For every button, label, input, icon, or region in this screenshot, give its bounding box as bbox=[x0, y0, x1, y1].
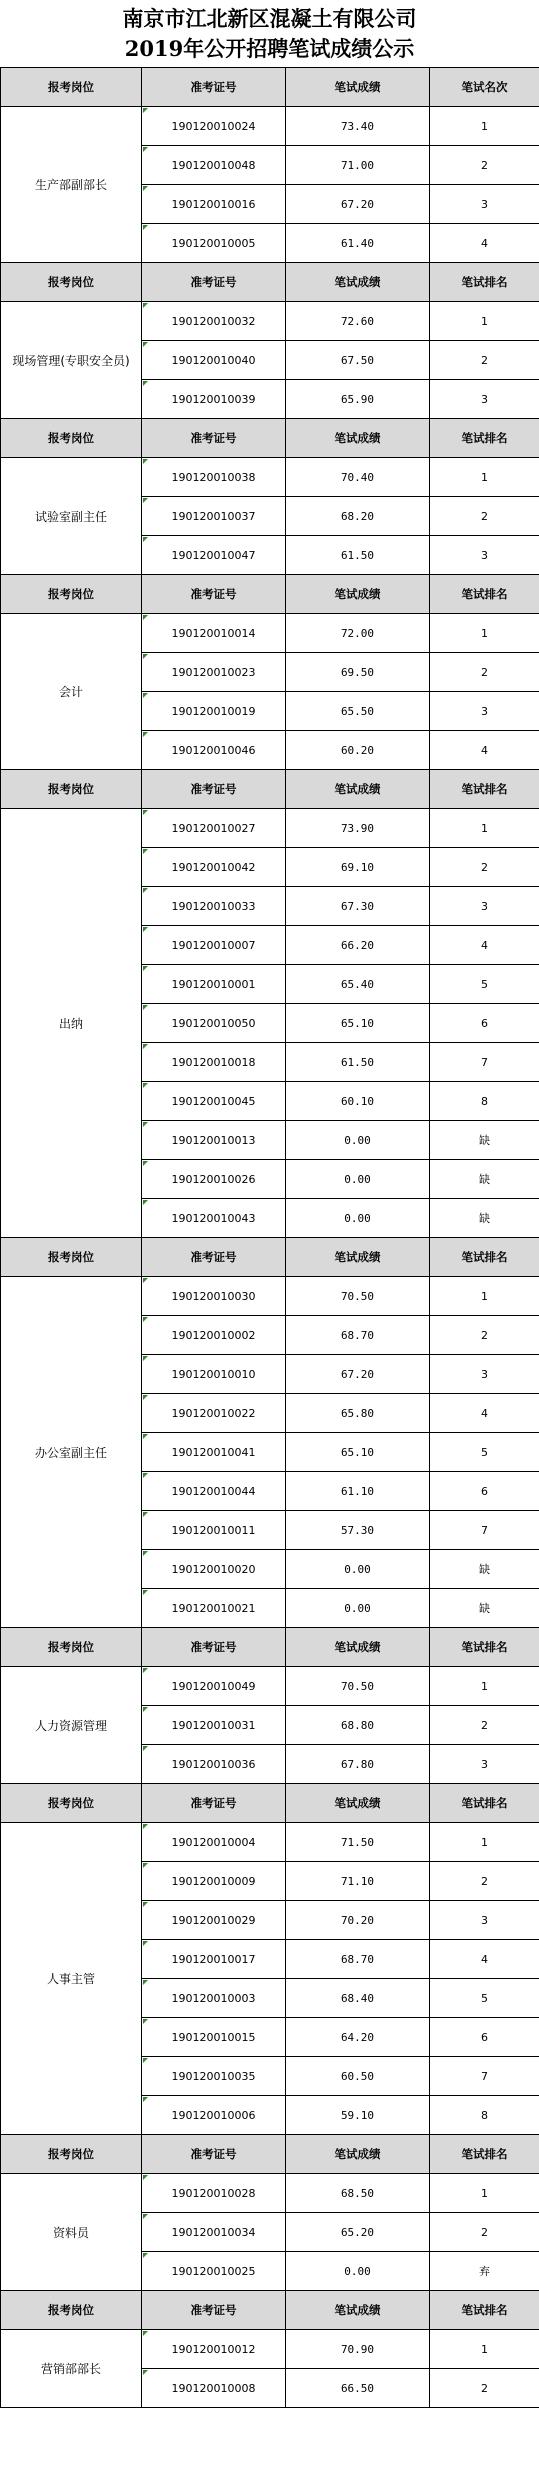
title-line-1: 南京市江北新区混凝土有限公司 bbox=[122, 6, 417, 31]
header-score: 笔试成绩 bbox=[286, 1784, 430, 1823]
table-row bbox=[1, 1667, 539, 1706]
ticket-number-cell: 190120010005 bbox=[142, 224, 286, 263]
rank-cell: 1 bbox=[430, 614, 539, 653]
rank-cell: 4 bbox=[430, 1394, 539, 1433]
ticket-number-cell: 190120010022 bbox=[142, 1394, 286, 1433]
rank-cell: 7 bbox=[430, 1511, 539, 1550]
header-rank: 笔试排名 bbox=[430, 2291, 539, 2330]
rank-cell: 2 bbox=[430, 848, 539, 887]
score-cell: 71.50 bbox=[286, 1823, 430, 1862]
header-row bbox=[1, 263, 539, 302]
ticket-number-cell: 190120010028 bbox=[142, 2174, 286, 2213]
header-rank: 笔试排名 bbox=[430, 770, 539, 809]
ticket-number-cell: 190120010007 bbox=[142, 926, 286, 965]
ticket-number-cell: 190120010040 bbox=[142, 341, 286, 380]
position-cell: 出纳 bbox=[1, 809, 142, 1238]
rank-cell: 2 bbox=[430, 341, 539, 380]
rank-cell: 1 bbox=[430, 2174, 539, 2213]
header-row bbox=[1, 1784, 539, 1823]
ticket-number-cell: 190120010046 bbox=[142, 731, 286, 770]
score-cell: 65.10 bbox=[286, 1004, 430, 1043]
header-rank: 笔试排名 bbox=[430, 575, 539, 614]
table-row bbox=[1, 614, 539, 653]
ticket-number-cell: 190120010018 bbox=[142, 1043, 286, 1082]
header-score: 笔试成绩 bbox=[286, 419, 430, 458]
table-row bbox=[1, 2174, 539, 2213]
score-cell: 64.20 bbox=[286, 2018, 430, 2057]
rank-cell: 2 bbox=[430, 2369, 539, 2408]
rank-cell: 缺 bbox=[430, 1199, 539, 1238]
header-position: 报考岗位 bbox=[1, 1238, 142, 1277]
header-rank: 笔试排名 bbox=[430, 419, 539, 458]
header-row bbox=[1, 770, 539, 809]
rank-cell: 5 bbox=[430, 1979, 539, 2018]
ticket-number-cell: 190120010009 bbox=[142, 1862, 286, 1901]
header-row bbox=[1, 2135, 539, 2174]
score-cell: 72.60 bbox=[286, 302, 430, 341]
header-score: 笔试成绩 bbox=[286, 68, 430, 107]
ticket-number-cell: 190120010019 bbox=[142, 692, 286, 731]
ticket-number-cell: 190120010026 bbox=[142, 1160, 286, 1199]
rank-cell: 3 bbox=[430, 185, 539, 224]
ticket-number-cell: 190120010012 bbox=[142, 2330, 286, 2369]
ticket-number-cell: 190120010008 bbox=[142, 2369, 286, 2408]
header-row bbox=[1, 1628, 539, 1667]
score-cell: 68.70 bbox=[286, 1316, 430, 1355]
score-cell: 70.50 bbox=[286, 1277, 430, 1316]
rank-cell: 3 bbox=[430, 536, 539, 575]
header-score: 笔试成绩 bbox=[286, 575, 430, 614]
ticket-number-cell: 190120010003 bbox=[142, 1979, 286, 2018]
table-row bbox=[1, 107, 539, 146]
table-row bbox=[1, 2330, 539, 2369]
ticket-number-cell: 190120010021 bbox=[142, 1589, 286, 1628]
ticket-number-cell: 190120010029 bbox=[142, 1901, 286, 1940]
ticket-number-cell: 190120010030 bbox=[142, 1277, 286, 1316]
ticket-number-cell: 190120010015 bbox=[142, 2018, 286, 2057]
header-position: 报考岗位 bbox=[1, 2135, 142, 2174]
ticket-number-cell: 190120010036 bbox=[142, 1745, 286, 1784]
position-cell: 现场管理(专职安全员) bbox=[1, 302, 142, 419]
header-row bbox=[1, 68, 539, 107]
score-cell: 69.50 bbox=[286, 653, 430, 692]
ticket-number-cell: 190120010025 bbox=[142, 2252, 286, 2291]
rank-cell: 2 bbox=[430, 2213, 539, 2252]
score-cell: 0.00 bbox=[286, 1550, 430, 1589]
header-ticket-number: 准考证号 bbox=[142, 2291, 286, 2330]
rank-cell: 6 bbox=[430, 1472, 539, 1511]
ticket-number-cell: 190120010023 bbox=[142, 653, 286, 692]
ticket-number-cell: 190120010020 bbox=[142, 1550, 286, 1589]
score-cell: 67.20 bbox=[286, 185, 430, 224]
position-cell: 生产部副部长 bbox=[1, 107, 142, 263]
header-rank: 笔试排名 bbox=[430, 263, 539, 302]
score-cell: 60.50 bbox=[286, 2057, 430, 2096]
position-cell: 资料员 bbox=[1, 2174, 142, 2291]
header-score: 笔试成绩 bbox=[286, 2135, 430, 2174]
ticket-number-cell: 190120010045 bbox=[142, 1082, 286, 1121]
header-position: 报考岗位 bbox=[1, 1628, 142, 1667]
rank-cell: 4 bbox=[430, 926, 539, 965]
ticket-number-cell: 190120010006 bbox=[142, 2096, 286, 2135]
score-cell: 70.20 bbox=[286, 1901, 430, 1940]
rank-cell: 4 bbox=[430, 224, 539, 263]
rank-cell: 3 bbox=[430, 1901, 539, 1940]
rank-cell: 1 bbox=[430, 1823, 539, 1862]
ticket-number-cell: 190120010034 bbox=[142, 2213, 286, 2252]
ticket-number-cell: 190120010014 bbox=[142, 614, 286, 653]
score-cell: 67.80 bbox=[286, 1745, 430, 1784]
score-cell: 65.40 bbox=[286, 965, 430, 1004]
header-score: 笔试成绩 bbox=[286, 1628, 430, 1667]
score-cell: 68.40 bbox=[286, 1979, 430, 2018]
score-cell: 61.50 bbox=[286, 536, 430, 575]
score-cell: 69.10 bbox=[286, 848, 430, 887]
rank-cell: 5 bbox=[430, 1433, 539, 1472]
score-cell: 0.00 bbox=[286, 1199, 430, 1238]
rank-cell: 6 bbox=[430, 2018, 539, 2057]
score-cell: 65.90 bbox=[286, 380, 430, 419]
score-cell: 73.90 bbox=[286, 809, 430, 848]
rank-cell: 缺 bbox=[430, 1160, 539, 1199]
rank-cell: 1 bbox=[430, 809, 539, 848]
header-position: 报考岗位 bbox=[1, 1784, 142, 1823]
ticket-number-cell: 190120010011 bbox=[142, 1511, 286, 1550]
header-rank: 笔试名次 bbox=[430, 68, 539, 107]
results-table-body bbox=[1, 68, 539, 2408]
rank-cell: 2 bbox=[430, 497, 539, 536]
score-cell: 65.10 bbox=[286, 1433, 430, 1472]
rank-cell: 1 bbox=[430, 458, 539, 497]
ticket-number-cell: 190120010037 bbox=[142, 497, 286, 536]
table-row bbox=[1, 1277, 539, 1316]
score-cell: 60.10 bbox=[286, 1082, 430, 1121]
ticket-number-cell: 190120010031 bbox=[142, 1706, 286, 1745]
header-score: 笔试成绩 bbox=[286, 263, 430, 302]
header-ticket-number: 准考证号 bbox=[142, 68, 286, 107]
score-cell: 60.20 bbox=[286, 731, 430, 770]
ticket-number-cell: 190120010050 bbox=[142, 1004, 286, 1043]
header-position: 报考岗位 bbox=[1, 263, 142, 302]
score-cell: 0.00 bbox=[286, 2252, 430, 2291]
score-cell: 57.30 bbox=[286, 1511, 430, 1550]
ticket-number-cell: 190120010033 bbox=[142, 887, 286, 926]
position-cell: 办公室副主任 bbox=[1, 1277, 142, 1628]
score-cell: 0.00 bbox=[286, 1589, 430, 1628]
header-row bbox=[1, 2291, 539, 2330]
header-score: 笔试成绩 bbox=[286, 2291, 430, 2330]
header-position: 报考岗位 bbox=[1, 68, 142, 107]
header-row bbox=[1, 575, 539, 614]
score-cell: 0.00 bbox=[286, 1160, 430, 1199]
header-ticket-number: 准考证号 bbox=[142, 1784, 286, 1823]
rank-cell: 1 bbox=[430, 107, 539, 146]
header-position: 报考岗位 bbox=[1, 419, 142, 458]
position-cell: 人事主管 bbox=[1, 1823, 142, 2135]
header-ticket-number: 准考证号 bbox=[142, 1238, 286, 1277]
header-ticket-number: 准考证号 bbox=[142, 575, 286, 614]
score-cell: 59.10 bbox=[286, 2096, 430, 2135]
rank-cell: 2 bbox=[430, 1862, 539, 1901]
ticket-number-cell: 190120010016 bbox=[142, 185, 286, 224]
ticket-number-cell: 190120010048 bbox=[142, 146, 286, 185]
score-cell: 65.80 bbox=[286, 1394, 430, 1433]
rank-cell: 弃 bbox=[430, 2252, 539, 2291]
score-cell: 0.00 bbox=[286, 1121, 430, 1160]
score-cell: 68.20 bbox=[286, 497, 430, 536]
rank-cell: 1 bbox=[430, 1277, 539, 1316]
rank-cell: 5 bbox=[430, 965, 539, 1004]
header-row bbox=[1, 419, 539, 458]
score-cell: 70.90 bbox=[286, 2330, 430, 2369]
ticket-number-cell: 190120010017 bbox=[142, 1940, 286, 1979]
rank-cell: 2 bbox=[430, 653, 539, 692]
header-score: 笔试成绩 bbox=[286, 1238, 430, 1277]
header-rank: 笔试排名 bbox=[430, 1784, 539, 1823]
rank-cell: 3 bbox=[430, 1355, 539, 1394]
position-cell: 会计 bbox=[1, 614, 142, 770]
score-cell: 73.40 bbox=[286, 107, 430, 146]
rank-cell: 缺 bbox=[430, 1589, 539, 1628]
rank-cell: 3 bbox=[430, 380, 539, 419]
position-cell: 人力资源管理 bbox=[1, 1667, 142, 1784]
rank-cell: 7 bbox=[430, 1043, 539, 1082]
header-ticket-number: 准考证号 bbox=[142, 770, 286, 809]
rank-cell: 1 bbox=[430, 1667, 539, 1706]
score-cell: 71.10 bbox=[286, 1862, 430, 1901]
rank-cell: 1 bbox=[430, 2330, 539, 2369]
rank-cell: 3 bbox=[430, 887, 539, 926]
score-cell: 67.30 bbox=[286, 887, 430, 926]
ticket-number-cell: 190120010010 bbox=[142, 1355, 286, 1394]
ticket-number-cell: 190120010044 bbox=[142, 1472, 286, 1511]
rank-cell: 3 bbox=[430, 692, 539, 731]
table-row bbox=[1, 809, 539, 848]
table-row bbox=[1, 458, 539, 497]
header-score: 笔试成绩 bbox=[286, 770, 430, 809]
header-ticket-number: 准考证号 bbox=[142, 1628, 286, 1667]
score-cell: 70.40 bbox=[286, 458, 430, 497]
rank-cell: 8 bbox=[430, 2096, 539, 2135]
ticket-number-cell: 190120010038 bbox=[142, 458, 286, 497]
rank-cell: 7 bbox=[430, 2057, 539, 2096]
score-cell: 61.40 bbox=[286, 224, 430, 263]
score-cell: 68.50 bbox=[286, 2174, 430, 2213]
header-position: 报考岗位 bbox=[1, 575, 142, 614]
rank-cell: 8 bbox=[430, 1082, 539, 1121]
ticket-number-cell: 190120010035 bbox=[142, 2057, 286, 2096]
header-ticket-number: 准考证号 bbox=[142, 2135, 286, 2174]
rank-cell: 3 bbox=[430, 1745, 539, 1784]
header-position: 报考岗位 bbox=[1, 770, 142, 809]
score-cell: 61.50 bbox=[286, 1043, 430, 1082]
header-rank: 笔试排名 bbox=[430, 1238, 539, 1277]
score-cell: 65.20 bbox=[286, 2213, 430, 2252]
table-row bbox=[1, 1823, 539, 1862]
rank-cell: 缺 bbox=[430, 1121, 539, 1160]
score-cell: 70.50 bbox=[286, 1667, 430, 1706]
page-title bbox=[0, 0, 539, 64]
results-table bbox=[0, 67, 539, 2408]
header-ticket-number: 准考证号 bbox=[142, 263, 286, 302]
rank-cell: 2 bbox=[430, 146, 539, 185]
rank-cell: 6 bbox=[430, 1004, 539, 1043]
ticket-number-cell: 190120010001 bbox=[142, 965, 286, 1004]
header-ticket-number: 准考证号 bbox=[142, 419, 286, 458]
title-line-2: 2019年公开招聘笔试成绩公示 bbox=[124, 36, 415, 61]
ticket-number-cell: 190120010041 bbox=[142, 1433, 286, 1472]
rank-cell: 4 bbox=[430, 731, 539, 770]
score-cell: 66.50 bbox=[286, 2369, 430, 2408]
score-cell: 67.20 bbox=[286, 1355, 430, 1394]
ticket-number-cell: 190120010004 bbox=[142, 1823, 286, 1862]
ticket-number-cell: 190120010047 bbox=[142, 536, 286, 575]
score-cell: 68.70 bbox=[286, 1940, 430, 1979]
score-cell: 72.00 bbox=[286, 614, 430, 653]
score-cell: 68.80 bbox=[286, 1706, 430, 1745]
position-cell: 营销部部长 bbox=[1, 2330, 142, 2408]
header-position: 报考岗位 bbox=[1, 2291, 142, 2330]
ticket-number-cell: 190120010027 bbox=[142, 809, 286, 848]
ticket-number-cell: 190120010043 bbox=[142, 1199, 286, 1238]
header-rank: 笔试排名 bbox=[430, 1628, 539, 1667]
ticket-number-cell: 190120010024 bbox=[142, 107, 286, 146]
table-row bbox=[1, 302, 539, 341]
score-cell: 61.10 bbox=[286, 1472, 430, 1511]
ticket-number-cell: 190120010042 bbox=[142, 848, 286, 887]
score-cell: 71.00 bbox=[286, 146, 430, 185]
ticket-number-cell: 190120010039 bbox=[142, 380, 286, 419]
rank-cell: 2 bbox=[430, 1706, 539, 1745]
rank-cell: 4 bbox=[430, 1940, 539, 1979]
rank-cell: 2 bbox=[430, 1316, 539, 1355]
score-cell: 67.50 bbox=[286, 341, 430, 380]
header-rank: 笔试排名 bbox=[430, 2135, 539, 2174]
rank-cell: 1 bbox=[430, 302, 539, 341]
ticket-number-cell: 190120010013 bbox=[142, 1121, 286, 1160]
position-cell: 试验室副主任 bbox=[1, 458, 142, 575]
rank-cell: 缺 bbox=[430, 1550, 539, 1589]
header-row bbox=[1, 1238, 539, 1277]
ticket-number-cell: 190120010032 bbox=[142, 302, 286, 341]
score-cell: 66.20 bbox=[286, 926, 430, 965]
ticket-number-cell: 190120010002 bbox=[142, 1316, 286, 1355]
score-cell: 65.50 bbox=[286, 692, 430, 731]
ticket-number-cell: 190120010049 bbox=[142, 1667, 286, 1706]
